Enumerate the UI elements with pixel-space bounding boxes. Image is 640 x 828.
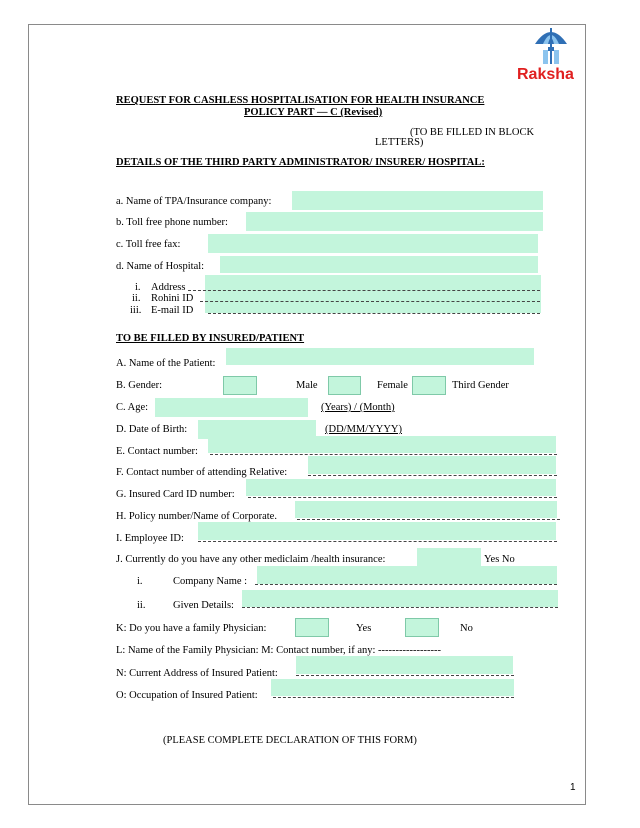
family-physician-label: K: Do you have a family Physician: [116,623,267,634]
address-line [188,290,540,291]
section-heading-insured: TO BE FILLED BY INSURED/PATIENT [116,333,305,344]
toll-fax-label: c. Toll free fax: [116,239,181,250]
gender-third-checkbox[interactable] [412,376,446,395]
given-details-index: ii. [137,600,146,611]
fill-note-line2: LETTERS) [375,137,424,148]
given-details-line [242,607,558,608]
rohini-label: Rohini ID [151,293,194,304]
family-physician-yes-checkbox[interactable] [295,618,329,637]
given-details-label: Given Details: [173,600,234,611]
other-insurance-yes-no: Yes No [484,554,515,565]
toll-fax-field[interactable] [208,234,538,253]
current-address-label: N: Current Address of Insured Patient: [116,668,278,679]
current-address-field[interactable] [296,656,513,674]
form-title-line1: REQUEST FOR CASHLESS HOSPITALISATION FOR HEALTH INSURANCE [116,95,485,106]
gender-male-label: Male [296,380,318,391]
gender-female-label: Female [377,380,408,391]
tpa-name-label: a. Name of TPA/Insurance company: [116,196,272,207]
card-id-line [248,497,557,498]
rohini-index: ii. [132,293,141,304]
company-name-line [255,584,557,585]
policy-field[interactable] [295,501,557,518]
employee-id-field[interactable] [198,522,556,540]
age-label: C. Age: [116,402,149,413]
logo-brand-text: Raksha [517,66,574,83]
family-physician-yes-label: Yes [356,623,372,634]
given-details-field[interactable] [242,590,558,607]
policy-label: H. Policy number/Name of Corporate. [116,511,277,522]
relative-contact-label: F. Contact number of attending Relative: [116,467,288,478]
relative-contact-field[interactable] [308,456,556,474]
card-id-field[interactable] [246,479,556,496]
toll-phone-label: b. Toll free phone number: [116,217,228,228]
patient-name-field[interactable] [226,348,534,365]
other-insurance-field[interactable] [417,548,481,567]
contact-field[interactable] [208,436,556,453]
gender-third-label: Third Gender [452,380,509,391]
company-name-field[interactable] [257,566,557,584]
company-index: i. [137,576,143,587]
dob-format: (DD/MM/YYYY) [325,424,402,435]
address-ids-field[interactable] [205,275,541,313]
relative-contact-line [308,475,557,476]
hospital-name-label: d. Name of Hospital: [116,261,205,272]
email-label: E-mail ID [151,305,194,316]
contact-label: E. Contact number: [116,446,198,457]
employee-id-label: I. Employee ID: [116,533,184,544]
family-physician-no-checkbox[interactable] [405,618,439,637]
family-physician-no-label: No [460,623,473,634]
contact-line [210,454,557,455]
current-address-line [296,675,514,676]
fill-note-line1: (TO BE FILLED IN BLOCK [410,127,535,138]
dob-label: D. Date of Birth: [116,424,188,435]
address-index: i. [135,282,141,293]
section-heading-tpa: DETAILS OF THE THIRD PARTY ADMINISTRATOR/ INSURER/ HOSPITAL: [116,157,485,168]
email-index: iii. [130,305,142,316]
rohini-line [200,301,540,302]
raksha-logo [517,22,578,94]
toll-phone-field[interactable] [246,212,543,231]
other-insurance-label: J. Currently do you have any other mediclaim /health insurance: [116,554,386,565]
occupation-line [273,697,514,698]
email-line [208,313,540,314]
umbrella-icon [531,24,571,68]
age-units: (Years) / (Month) [321,402,395,413]
gender-male-checkbox[interactable] [223,376,257,395]
physician-name-label: L: Name of the Family Physician: M: Contact number, if any: ------------------ [116,645,441,656]
tpa-name-field[interactable] [292,191,543,210]
occupation-label: O: Occupation of Insured Patient: [116,690,258,701]
hospital-name-field[interactable] [220,256,538,273]
policy-line [297,519,560,520]
employee-id-line [198,541,557,542]
occupation-field[interactable] [271,679,514,696]
declaration-note: (PLEASE COMPLETE DECLARATION OF THIS FORM) [163,735,417,746]
address-label: Address [151,282,186,293]
gender-label: B. Gender: [116,380,163,391]
age-field[interactable] [155,398,308,417]
card-id-label: G. Insured Card ID number: [116,489,235,500]
patient-name-label: A. Name of the Patient: [116,358,216,369]
gender-female-checkbox[interactable] [328,376,361,395]
company-name-label: Company Name : [173,576,248,587]
form-title-line2: POLICY PART — C (Revised) [244,107,383,118]
page-number: 1 [570,782,576,793]
